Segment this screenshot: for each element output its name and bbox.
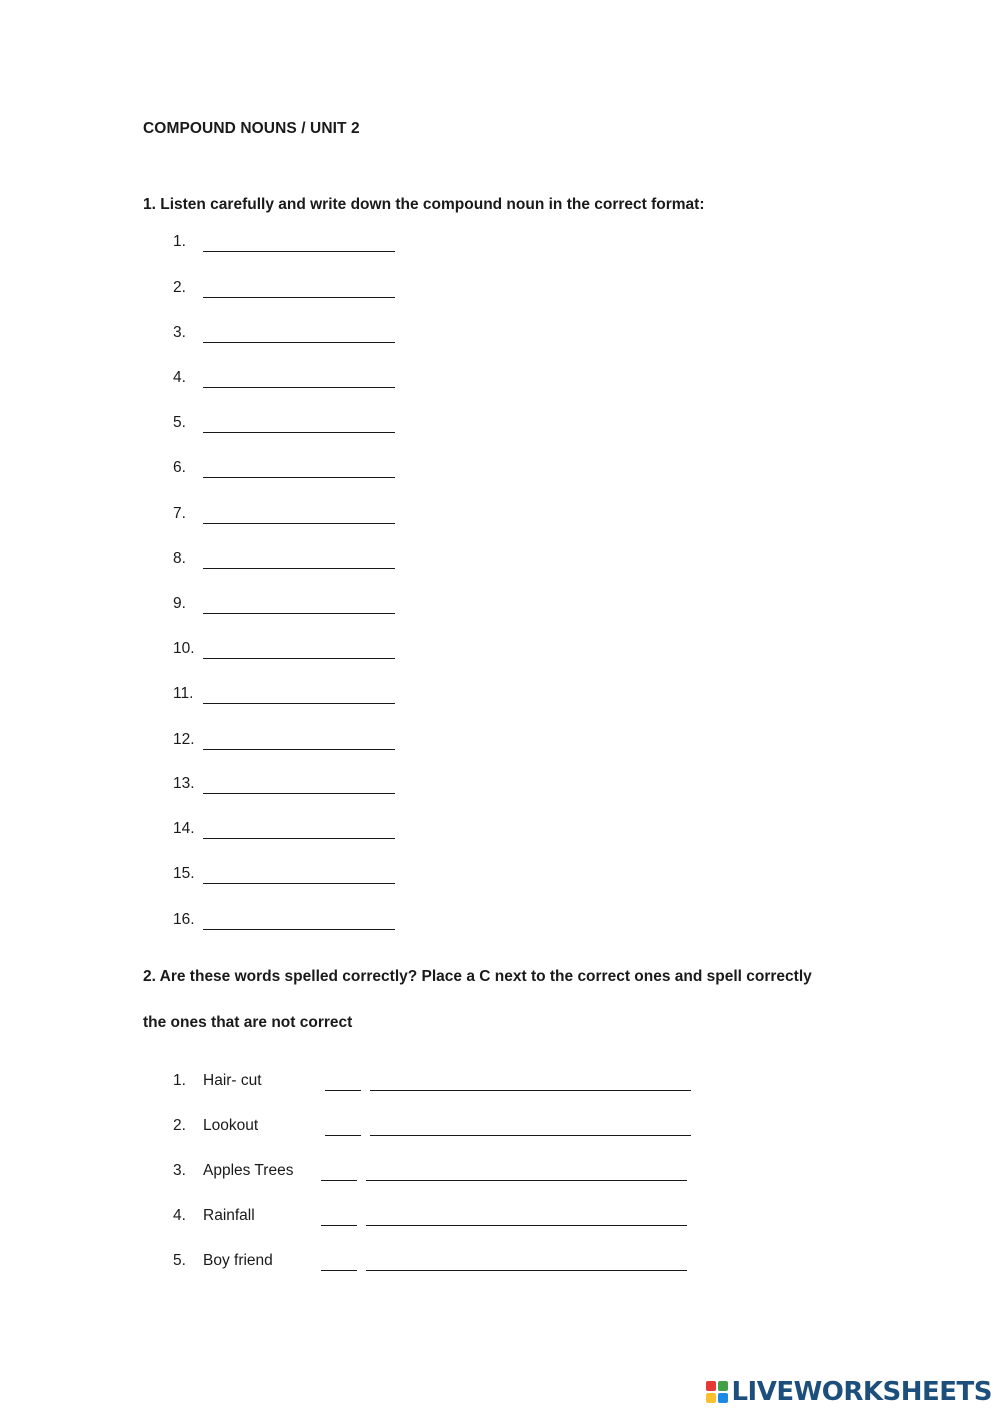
logo-text: LIVEWORKSHEETS [731, 1377, 992, 1407]
answer-blank-8[interactable] [203, 556, 395, 569]
item-number: 15. [173, 865, 195, 882]
answer-blank-11[interactable] [203, 691, 395, 704]
answer-blank-3[interactable] [203, 330, 395, 343]
check-blank-2[interactable] [325, 1123, 361, 1136]
answer-blank-15[interactable] [203, 871, 395, 884]
answer-blank-4[interactable] [203, 375, 395, 388]
item-number: 1. [173, 1072, 186, 1089]
answer-blank-9[interactable] [203, 601, 395, 614]
correction-blank-1[interactable] [370, 1078, 691, 1091]
list-item [173, 685, 413, 709]
answer-blank-14[interactable] [203, 826, 395, 839]
item-number: 13. [173, 775, 195, 792]
list-item [173, 369, 413, 393]
list-item [173, 550, 413, 574]
item-word: Boy friend [203, 1252, 273, 1269]
item-number: 8. [173, 550, 186, 567]
correction-blank-3[interactable] [366, 1168, 687, 1181]
list-item [173, 279, 413, 303]
item-word: Apples Trees [203, 1162, 294, 1179]
answer-blank-5[interactable] [203, 420, 395, 433]
item-number: 2. [173, 1117, 186, 1134]
answer-blank-6[interactable] [203, 465, 395, 478]
list-item [173, 820, 413, 844]
answer-blank-7[interactable] [203, 511, 395, 524]
item-number: 4. [173, 369, 186, 386]
item-number: 1. [173, 233, 186, 250]
logo-icon [706, 1381, 728, 1403]
answer-blank-13[interactable] [203, 781, 395, 794]
correction-blank-2[interactable] [370, 1123, 691, 1136]
exercise2-instruction-line2: the ones that are not correct [143, 1014, 353, 1031]
list-item [173, 505, 413, 529]
check-blank-4[interactable] [321, 1213, 357, 1226]
correction-blank-5[interactable] [366, 1258, 687, 1271]
exercise2-instruction-line1: 2. Are these words spelled correctly? Place a C next to the correct ones and spell correctly [143, 968, 812, 985]
answer-blank-12[interactable] [203, 737, 395, 750]
check-blank-3[interactable] [321, 1168, 357, 1181]
item-number: 9. [173, 595, 186, 612]
item-number: 3. [173, 1162, 186, 1179]
item-word: Lookout [203, 1117, 259, 1134]
liveworksheets-logo [706, 1377, 992, 1407]
list-item [173, 1252, 713, 1276]
item-number: 5. [173, 1252, 186, 1269]
list-item [173, 865, 413, 889]
worksheet-title: COMPOUND NOUNS / UNIT 2 [143, 120, 360, 137]
list-item [173, 414, 413, 438]
item-number: 3. [173, 324, 186, 341]
check-blank-5[interactable] [321, 1258, 357, 1271]
item-number: 5. [173, 414, 186, 431]
item-number: 14. [173, 820, 195, 837]
list-item [173, 1207, 713, 1231]
check-blank-1[interactable] [325, 1078, 361, 1091]
list-item [173, 731, 413, 755]
answer-blank-16[interactable] [203, 917, 395, 930]
list-item [173, 233, 413, 257]
item-number: 2. [173, 279, 186, 296]
answer-blank-1[interactable] [203, 239, 395, 252]
item-number: 11. [173, 685, 194, 702]
correction-blank-4[interactable] [366, 1213, 687, 1226]
item-number: 6. [173, 459, 186, 476]
item-number: 4. [173, 1207, 186, 1224]
item-number: 7. [173, 505, 186, 522]
logo-square-red [706, 1381, 716, 1391]
list-item [173, 640, 413, 664]
answer-blank-2[interactable] [203, 285, 395, 298]
logo-square-yellow [706, 1393, 716, 1403]
answer-blank-10[interactable] [203, 646, 395, 659]
list-item [173, 1072, 713, 1096]
list-item [173, 775, 413, 799]
item-word: Hair- cut [203, 1072, 262, 1089]
list-item [173, 911, 413, 935]
item-number: 10. [173, 640, 195, 657]
list-item [173, 595, 413, 619]
item-number: 12. [173, 731, 195, 748]
item-number: 16. [173, 911, 195, 928]
logo-square-green [718, 1381, 728, 1391]
list-item [173, 459, 413, 483]
list-item [173, 1162, 713, 1186]
item-word: Rainfall [203, 1207, 255, 1224]
list-item [173, 1117, 713, 1141]
logo-square-blue [718, 1393, 728, 1403]
exercise1-instruction: 1. Listen carefully and write down the compound noun in the correct format: [143, 196, 705, 213]
list-item [173, 324, 413, 348]
